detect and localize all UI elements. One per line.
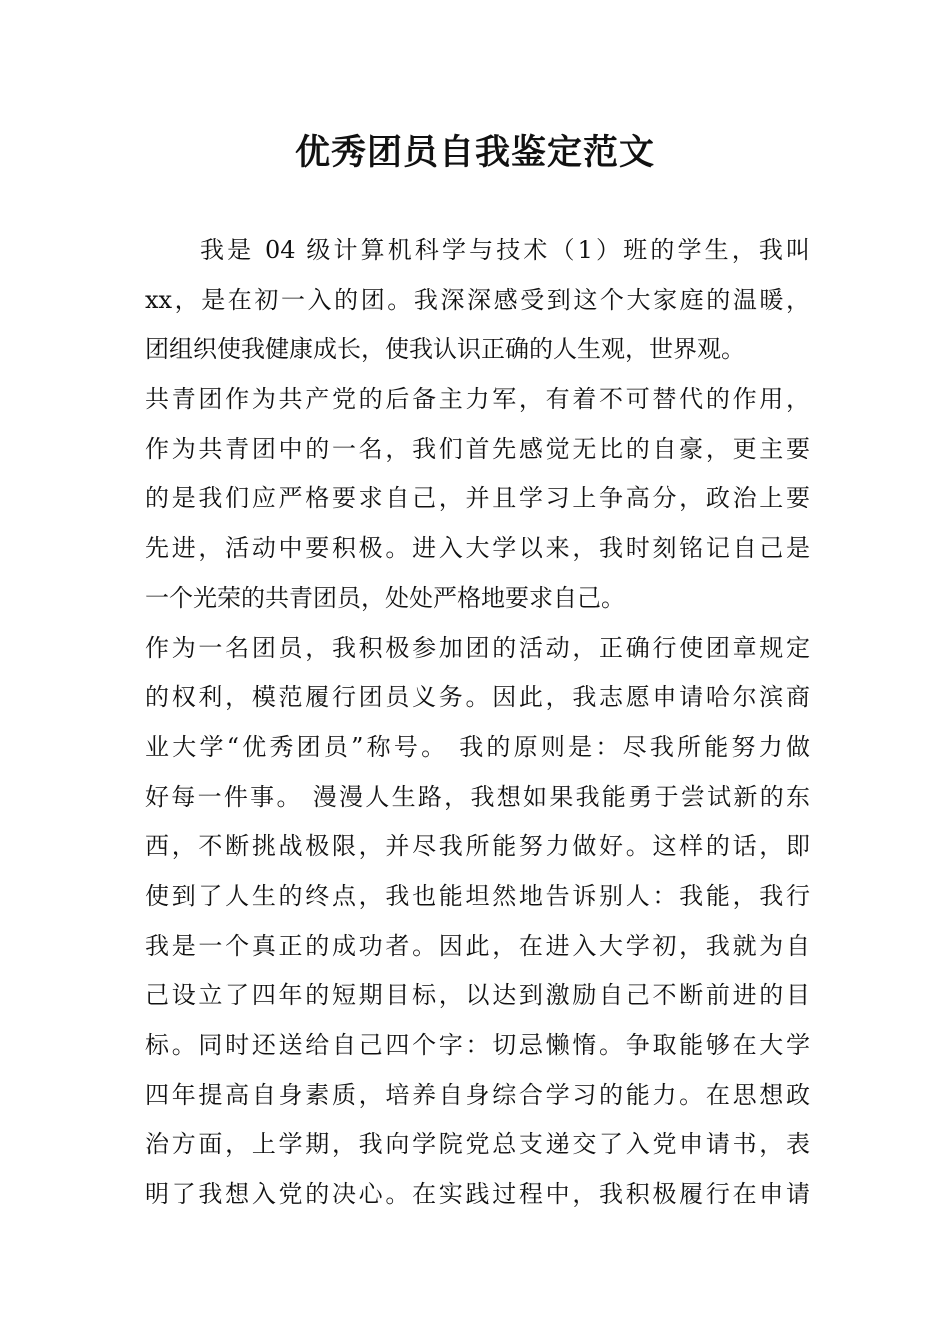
body-line: 我是一个真正的成功者。因此，在进入大学初，我就为自 xyxy=(145,931,810,960)
body-line: 作为共青团中的一名，我们首先感觉无比的自豪，更主要 xyxy=(145,434,810,463)
document-title: 优秀团员自我鉴定范文 xyxy=(294,132,655,173)
body-line: 作为一名团员，我积极参加团的活动，正确行使团章规定 xyxy=(145,633,810,662)
body-line: 己设立了四年的短期目标，以达到激励自己不断前进的目 xyxy=(145,981,810,1010)
body-line: 业大学“优秀团员”称号。 我的原则是：尽我所能努力做 xyxy=(145,732,810,761)
body-line: 团组织使我健康成长，使我认识正确的人生观，世界观。 xyxy=(145,335,745,364)
body-line: 先进，活动中要积极。进入大学以来，我时刻铭记自己是 xyxy=(145,534,810,563)
body-line: 四年提高自身素质，培养自身综合学习的能力。在思想政 xyxy=(145,1080,810,1109)
document-body xyxy=(145,226,810,1220)
body-line: xx，是在初一入的团。我深深感受到这个大家庭的温暖， xyxy=(145,285,810,314)
body-line: 标。同时还送给自己四个字：切忌懒惰。争取能够在大学 xyxy=(145,1031,810,1059)
body-line: 好每一件事。 漫漫人生路，我想如果我能勇于尝试新的东 xyxy=(145,782,810,811)
body-line: 一个光荣的共青团员，处处严格地要求自己。 xyxy=(145,583,625,612)
body-line: 共青团作为共产党的后备主力军，有着不可替代的作用， xyxy=(145,385,810,414)
body-line: 的是我们应严格要求自己，并且学习上争高分，政治上要 xyxy=(145,484,810,513)
body-line: 我是 04 级计算机科学与技术（1）班的学生，我叫 xyxy=(200,236,810,264)
body-line: 使到了人生的终点，我也能坦然地告诉别人：我能，我行 xyxy=(145,881,810,910)
body-line: 明了我想入党的决心。在实践过程中，我积极履行在申请 xyxy=(145,1180,810,1209)
body-line: 的权利，模范履行团员义务。因此，我志愿申请哈尔滨商 xyxy=(145,683,810,712)
body-line: 治方面，上学期，我向学院党总支递交了入党申请书，表 xyxy=(145,1130,810,1159)
body-line: 西，不断挑战极限，并尽我所能努力做好。这样的话，即 xyxy=(145,832,810,861)
